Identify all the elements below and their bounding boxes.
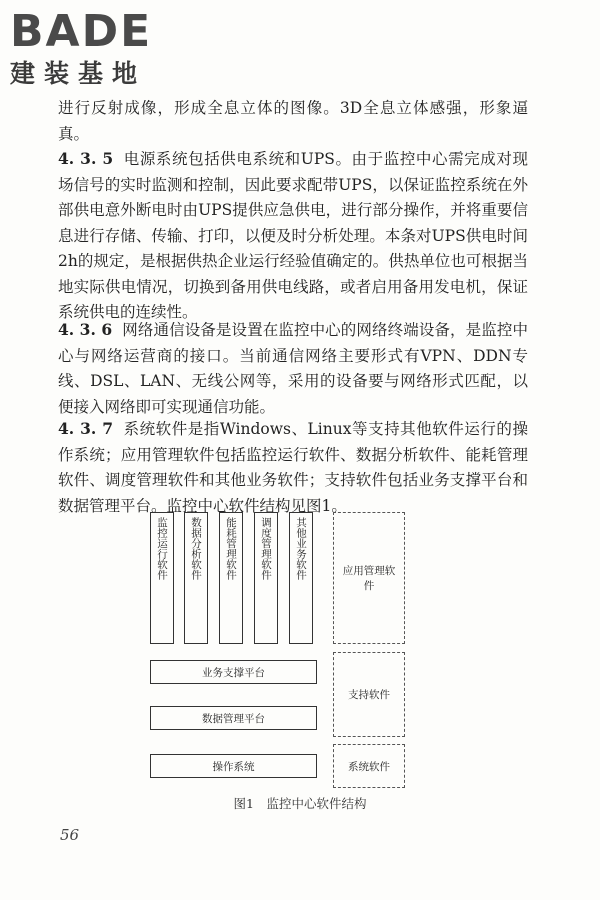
app-label: 其他业务软件 [295, 517, 307, 580]
figure-caption: 图1 监控中心软件结构 [233, 796, 367, 811]
software-structure-figure [150, 512, 405, 790]
app-box-energy [219, 512, 243, 644]
right-support-box [333, 652, 405, 737]
section-4-3-7 [58, 416, 528, 519]
right-system-label: 系统软件 [348, 760, 390, 773]
paragraph-text: 进行反射成像，形成全息立体的图像。3D全息立体感强，形象逼真。 [58, 99, 528, 143]
paragraph-continuation [58, 96, 528, 147]
section-number: 4. 3. 6 [58, 320, 113, 339]
logo-main-text: BADE [10, 6, 153, 57]
app-box-monitor [150, 512, 174, 644]
bade-logo [10, 8, 180, 90]
app-label: 监控运行软件 [156, 517, 168, 580]
paragraph-text: 系统软件是指Windows、Linux等支持其他软件运行的操作系统；应用管理软件包括监控运行软件、数据分析软件、能耗管理软件、调度管理软件和其他业务软件；支持软件包括业务支撑平台和数据管理平台。监控中心软件结构见图1。 [58, 420, 528, 515]
logo-sub-text: 建装基地 [10, 59, 147, 88]
data-platform-box [150, 706, 317, 730]
app-box-analysis [184, 512, 208, 644]
app-box-other [289, 512, 313, 644]
page-number: 56 [60, 826, 80, 844]
section-4-3-6 [58, 317, 528, 420]
business-platform-box [150, 660, 317, 684]
os-box [150, 754, 317, 778]
right-app-label: 应用管理软件 [342, 565, 396, 592]
right-app-box [333, 512, 405, 644]
section-4-3-5 [58, 146, 528, 326]
section-number: 4. 3. 5 [58, 149, 114, 168]
data-platform-label: 数据管理平台 [202, 712, 265, 725]
os-label: 操作系统 [212, 760, 255, 773]
section-number: 4. 3. 7 [58, 419, 114, 438]
app-label: 能耗管理软件 [225, 517, 237, 580]
paragraph-text: 电源系统包括供电系统和UPS。由于监控中心需完成对现场信号的实时监测和控制，因此要求配带UPS，以保证监控系统在外部供电意外断电时由UPS提供应急供电，进行部分操作，并将重要信息进行存储、传输、打印，以便及时分析处理。本条对UPS供电时间2h的规定，是根据供热企业运行经验值确定的。供热单位也可根据当地实际供电情况，切换到备用供电线路，或者启用备用发电机，保证系统供电的连续性。 [58, 150, 528, 321]
business-platform-label: 业务支撑平台 [202, 666, 265, 679]
app-box-dispatch [254, 512, 278, 644]
right-system-box [333, 744, 405, 788]
app-label: 数据分析软件 [190, 517, 202, 580]
app-label: 调度管理软件 [260, 517, 272, 580]
paragraph-text: 网络通信设备是设置在监控中心的网络终端设备，是监控中心与网络运营商的接口。当前通信网络主要形式有VPN、DDN专线、DSL、LAN、无线公网等，采用的设备要与网络形式匹配，以便接入网络即可实现通信功能。 [58, 321, 528, 416]
right-support-label: 支持软件 [348, 689, 390, 701]
